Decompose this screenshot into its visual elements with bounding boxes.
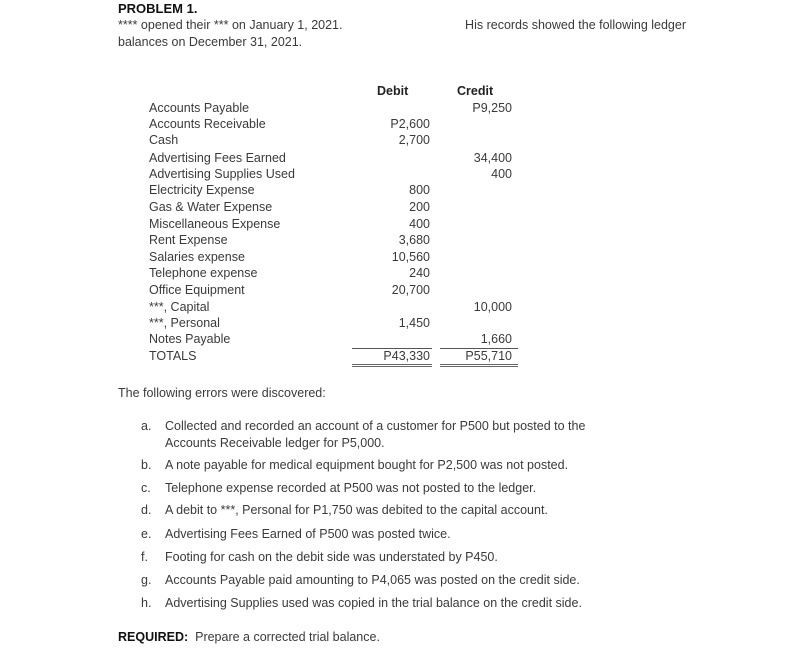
- debit-amount: 240: [409, 266, 430, 280]
- debit-amount: 10,560: [391, 250, 430, 264]
- errors-intro: The following errors were discovered:: [118, 386, 326, 400]
- credit-header: Credit: [457, 84, 494, 98]
- error-item: [141, 503, 548, 517]
- problem-title: PROBLEM 1.: [118, 1, 198, 16]
- error-text: Accounts Payable paid amounting to P4,065 was posted on the credit side.: [165, 573, 580, 587]
- debit-amount: P2,600: [390, 117, 430, 131]
- error-letter: a.: [141, 419, 152, 433]
- error-item: [141, 596, 582, 610]
- account-name: Office Equipment: [149, 283, 245, 297]
- totals-label: TOTALS: [149, 349, 197, 363]
- error-text: Collected and recorded an account of a customer for P500 but posted to the: [165, 419, 586, 433]
- required-line: [118, 630, 380, 644]
- error-item: [141, 481, 536, 495]
- debit-amount: 200: [409, 200, 430, 214]
- error-text: Advertising Fees Earned of P500 was posted twice.: [165, 527, 451, 541]
- credit-amount: 1,660: [480, 332, 512, 346]
- credit-amount: 400: [491, 167, 512, 181]
- account-name: Advertising Supplies Used: [149, 167, 295, 181]
- error-letter: b.: [141, 458, 152, 472]
- error-text: A note payable for medical equipment bought for P2,500 was not posted.: [165, 458, 569, 472]
- intro-line-1: [118, 18, 686, 32]
- account-name: Electricity Expense: [149, 183, 255, 197]
- credit-total: P55,710: [465, 349, 512, 363]
- account-name: ***, Personal: [149, 316, 220, 330]
- debit-total: P43,330: [383, 349, 430, 363]
- error-letter: g.: [141, 573, 152, 587]
- required-text: Prepare a corrected trial balance.: [195, 630, 380, 644]
- debit-amount: 400: [409, 217, 430, 231]
- error-item: [141, 573, 580, 587]
- account-name: Accounts Payable: [149, 101, 250, 115]
- error-item: [141, 527, 451, 541]
- debit-total-double-rule: [352, 364, 432, 367]
- error-letter: c.: [141, 481, 151, 495]
- error-letter: f.: [141, 550, 148, 564]
- error-text: Advertising Supplies used was copied in the trial balance on the credit side.: [165, 596, 582, 610]
- error-item: [141, 550, 498, 564]
- intro-line-1-part-2: His records showed the following ledger: [465, 18, 686, 32]
- error-text: A debit to ***, Personal for P1,750 was debited to the capital account.: [165, 503, 548, 517]
- debit-amount: 20,700: [391, 283, 430, 297]
- error-text: Footing for cash on the debit side was understated by P450.: [165, 550, 498, 564]
- debit-amount: 1,450: [398, 316, 430, 330]
- account-name: Gas & Water Expense: [149, 200, 273, 214]
- intro-line-2: balances on December 31, 2021.: [118, 35, 303, 49]
- error-letter: h.: [141, 596, 152, 610]
- error-text: Telephone expense recorded at P500 was not posted to the ledger.: [165, 481, 537, 495]
- account-name: Telephone expense: [149, 266, 258, 280]
- debit-amount: 800: [409, 183, 430, 197]
- debit-amount: 2,700: [398, 133, 430, 147]
- error-item: [141, 419, 585, 433]
- credit-amount: 10,000: [473, 300, 512, 314]
- account-name: ***, Capital: [149, 300, 210, 314]
- debit-header: Debit: [377, 84, 409, 98]
- account-name: Advertising Fees Earned: [149, 151, 286, 165]
- credit-total-double-rule: [440, 364, 518, 367]
- error-item: [141, 458, 568, 472]
- account-name: Rent Expense: [149, 233, 228, 247]
- account-name: Miscellaneous Expense: [149, 217, 281, 231]
- account-name: Salaries expense: [149, 250, 245, 264]
- debit-amount: 3,680: [398, 233, 430, 247]
- account-name: Cash: [149, 133, 179, 147]
- intro-line-1-part-1: **** opened their *** on January 1, 2021.: [118, 18, 343, 32]
- account-name: Accounts Receivable: [149, 117, 266, 131]
- credit-amount: 34,400: [473, 151, 512, 165]
- error-letter: d.: [141, 503, 152, 517]
- credit-amount: P9,250: [472, 101, 512, 115]
- error-letter: e.: [141, 527, 152, 541]
- error-text-continued: Accounts Receivable ledger for P5,000.: [165, 436, 385, 450]
- required-label: REQUIRED:: [118, 630, 189, 644]
- account-name: Notes Payable: [149, 332, 231, 346]
